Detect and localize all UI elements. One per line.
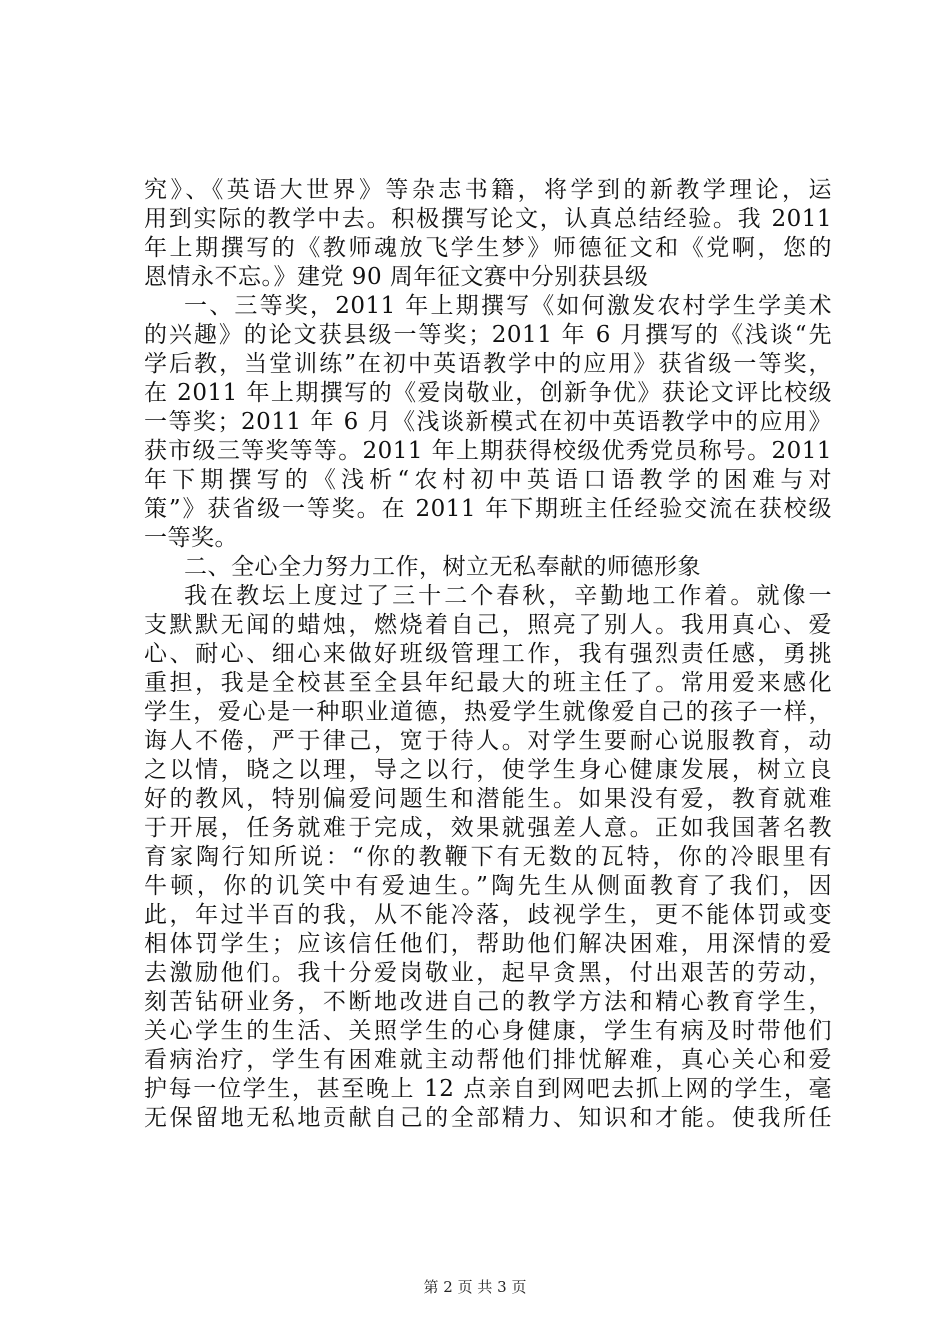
text-line: 在 2011 年上期撰写的《爱岗敬业，创新争优》获论文评比校级 [144,380,832,406]
text-line: 学后教，当堂训练”在初中英语教学中的应用》获省级一等奖， [144,351,832,377]
text-line: 之以情，晓之以理，导之以行，使学生身心健康发展，树立良 [144,757,832,783]
text-line: 我在教坛上度过了三十二个春秋，辛勤地工作着。就像一 [184,583,832,609]
text-line: 策”》获省级一等奖。在 2011 年下期班主任经验交流在获校级 [144,496,832,522]
text-line: 看病治疗，学生有困难就主动帮他们排忧解难，真心关心和爱 [144,1047,832,1073]
text-line: 重担，我是全校甚至全县年纪最大的班主任了。常用爱来感化 [144,670,832,696]
text-line: 年上期撰写的《教师魂放飞学生梦》师德征文和《党啊，您的 [144,235,832,261]
body-text [144,176,832,1133]
text-line: 关心学生的生活、关照学生的心身健康，学生有病及时带他们 [144,1018,832,1044]
text-line: 用到实际的教学中去。积极撰写论文，认真总结经验。我 2011 [144,206,832,232]
text-line: 一等奖；2011 年 6 月《浅谈新模式在初中英语教学中的应用》 [144,409,832,435]
text-line: 支默默无闻的蜡烛，燃烧着自己，照亮了别人。我用真心、爱 [144,612,832,638]
text-line: 育家陶行知所说：“你的教鞭下有无数的瓦特，你的冷眼里有 [144,844,832,870]
text-line: 相体罚学生；应该信任他们，帮助他们解决困难，用深情的爱 [144,931,832,957]
text-line: 心、耐心、细心来做好班级管理工作，我有强烈责任感，勇挑 [144,641,832,667]
text-line: 恩情永不忘。》建党 90 周年征文赛中分别获县级 [144,264,649,290]
text-line: 好的教风，特别偏爱问题生和潜能生。如果没有爱，教育就难 [144,786,832,812]
text-line: 诲人不倦，严于律己，宽于待人。对学生要耐心说服教育，动 [144,728,832,754]
text-line: 刻苦钻研业务，不断地改进自己的教学方法和精心教育学生， [144,989,832,1015]
text-line: 获市级三等奖等等。2011 年上期获得校级优秀党员称号。2011 [144,438,832,464]
text-line: 牛顿，你的讥笑中有爱迪生。”陶先生从侧面教育了我们，因 [144,873,832,899]
text-line: 去激励他们。我十分爱岗敬业，起早贪黑，付出艰苦的劳动， [144,960,832,986]
text-line: 无保留地无私地贡献自己的全部精力、知识和才能。使我所任 [144,1105,832,1131]
text-line: 一、三等奖，2011 年上期撰写《如何激发农村学生学美术 [184,293,832,319]
text-line: 年下期撰写的《浅析“农村初中英语口语教学的困难与对 [144,467,832,493]
page-number-footer: 第 2 页 共 3 页 [423,1278,527,1296]
text-line: 究》、《英语大世界》等杂志书籍，将学到的新教学理论，运 [144,177,832,203]
section-heading: 二、全心全力努力工作，树立无私奉献的师德形象 [184,554,701,580]
text-line: 于开展，任务就难于完成，效果就强差人意。正如我国著名教 [144,815,832,841]
text-line: 学生，爱心是一种职业道德，热爱学生就像爱自己的孩子一样， [144,699,832,725]
text-line: 护每一位学生，甚至晚上 12 点亲自到网吧去抓上网的学生，毫 [144,1076,832,1102]
text-line: 此，年过半百的我，从不能冷落，歧视学生，更不能体罚或变 [144,902,832,928]
text-line: 一等奖。 [144,525,238,551]
text-line: 的兴趣》的论文获县级一等奖；2011 年 6 月撰写的《浅谈“先 [144,322,832,348]
